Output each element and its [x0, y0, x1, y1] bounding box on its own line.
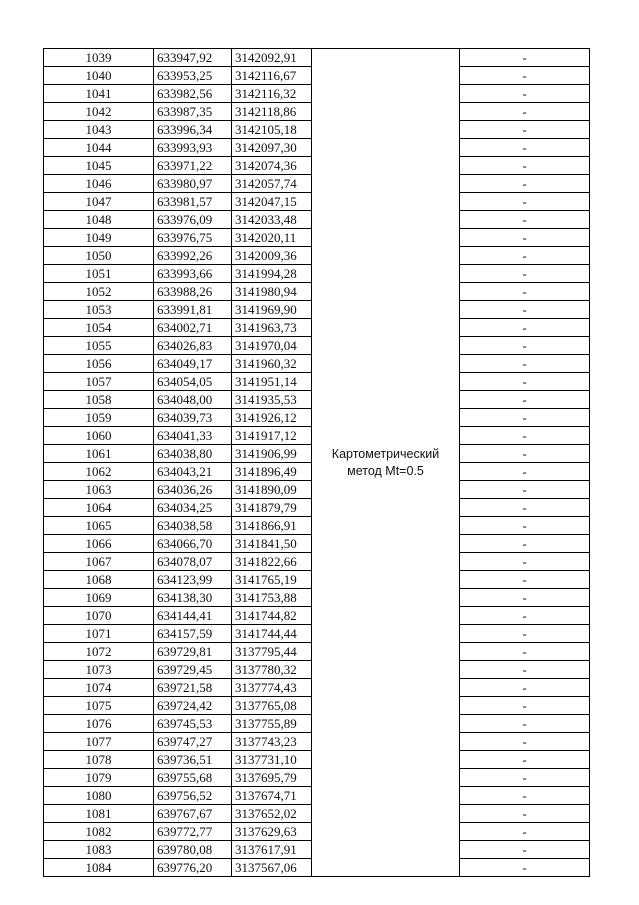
note-cell: - — [460, 211, 590, 229]
point-number-cell: 1073 — [44, 661, 154, 679]
note-cell: - — [460, 481, 590, 499]
y-coordinate-cell: 3137780,32 — [232, 661, 312, 679]
y-coordinate-cell: 3142074,36 — [232, 157, 312, 175]
note-cell: - — [460, 355, 590, 373]
y-coordinate-cell: 3141917,12 — [232, 427, 312, 445]
x-coordinate-cell: 633982,56 — [154, 85, 232, 103]
point-number-cell: 1080 — [44, 787, 154, 805]
y-coordinate-cell: 3137652,02 — [232, 805, 312, 823]
point-number-cell: 1074 — [44, 679, 154, 697]
y-coordinate-cell: 3137765,08 — [232, 697, 312, 715]
x-coordinate-cell: 634054,05 — [154, 373, 232, 391]
point-number-cell: 1076 — [44, 715, 154, 733]
coordinates-table — [43, 48, 590, 877]
y-coordinate-cell: 3141890,09 — [232, 481, 312, 499]
point-number-cell: 1066 — [44, 535, 154, 553]
note-cell: - — [460, 121, 590, 139]
note-cell: - — [460, 535, 590, 553]
note-cell: - — [460, 607, 590, 625]
x-coordinate-cell: 633992,26 — [154, 247, 232, 265]
point-number-cell: 1046 — [44, 175, 154, 193]
y-coordinate-cell: 3137617,91 — [232, 841, 312, 859]
y-coordinate-cell: 3142116,67 — [232, 67, 312, 85]
table-body — [44, 49, 590, 877]
point-number-cell: 1043 — [44, 121, 154, 139]
point-number-cell: 1070 — [44, 607, 154, 625]
y-coordinate-cell: 3142116,32 — [232, 85, 312, 103]
note-cell: - — [460, 823, 590, 841]
point-number-cell: 1039 — [44, 49, 154, 67]
note-cell: - — [460, 733, 590, 751]
y-coordinate-cell: 3137795,44 — [232, 643, 312, 661]
note-cell: - — [460, 661, 590, 679]
x-coordinate-cell: 639755,68 — [154, 769, 232, 787]
y-coordinate-cell: 3141951,14 — [232, 373, 312, 391]
x-coordinate-cell: 634038,80 — [154, 445, 232, 463]
y-coordinate-cell: 3142092,91 — [232, 49, 312, 67]
point-number-cell: 1050 — [44, 247, 154, 265]
note-cell: - — [460, 283, 590, 301]
note-cell: - — [460, 265, 590, 283]
note-cell: - — [460, 571, 590, 589]
point-number-cell: 1082 — [44, 823, 154, 841]
x-coordinate-cell: 639721,58 — [154, 679, 232, 697]
point-number-cell: 1056 — [44, 355, 154, 373]
point-number-cell: 1083 — [44, 841, 154, 859]
x-coordinate-cell: 634036,26 — [154, 481, 232, 499]
x-coordinate-cell: 634078,07 — [154, 553, 232, 571]
point-number-cell: 1041 — [44, 85, 154, 103]
point-number-cell: 1064 — [44, 499, 154, 517]
x-coordinate-cell: 639780,08 — [154, 841, 232, 859]
note-cell: - — [460, 49, 590, 67]
note-cell: - — [460, 409, 590, 427]
x-coordinate-cell: 633980,97 — [154, 175, 232, 193]
y-coordinate-cell: 3142033,48 — [232, 211, 312, 229]
note-cell: - — [460, 319, 590, 337]
note-cell: - — [460, 67, 590, 85]
x-coordinate-cell: 633947,92 — [154, 49, 232, 67]
x-coordinate-cell: 639745,53 — [154, 715, 232, 733]
y-coordinate-cell: 3142009,36 — [232, 247, 312, 265]
y-coordinate-cell: 3141841,50 — [232, 535, 312, 553]
point-number-cell: 1060 — [44, 427, 154, 445]
x-coordinate-cell: 634038,58 — [154, 517, 232, 535]
note-cell: - — [460, 679, 590, 697]
y-coordinate-cell: 3142097,30 — [232, 139, 312, 157]
x-coordinate-cell: 634049,17 — [154, 355, 232, 373]
x-coordinate-cell: 634039,73 — [154, 409, 232, 427]
x-coordinate-cell: 634034,25 — [154, 499, 232, 517]
note-cell: - — [460, 337, 590, 355]
note-cell: - — [460, 373, 590, 391]
point-number-cell: 1061 — [44, 445, 154, 463]
note-cell: - — [460, 391, 590, 409]
note-cell: - — [460, 103, 590, 121]
x-coordinate-cell: 633996,34 — [154, 121, 232, 139]
method-cell: Картометрический метод Mt=0.5 — [312, 49, 460, 877]
y-coordinate-cell: 3141866,91 — [232, 517, 312, 535]
point-number-cell: 1081 — [44, 805, 154, 823]
note-cell: - — [460, 301, 590, 319]
note-cell: - — [460, 643, 590, 661]
x-coordinate-cell: 633993,66 — [154, 265, 232, 283]
point-number-cell: 1047 — [44, 193, 154, 211]
note-cell: - — [460, 175, 590, 193]
y-coordinate-cell: 3142118,86 — [232, 103, 312, 121]
point-number-cell: 1054 — [44, 319, 154, 337]
point-number-cell: 1071 — [44, 625, 154, 643]
note-cell: - — [460, 553, 590, 571]
x-coordinate-cell: 634123,99 — [154, 571, 232, 589]
note-cell: - — [460, 157, 590, 175]
point-number-cell: 1055 — [44, 337, 154, 355]
note-cell: - — [460, 193, 590, 211]
y-coordinate-cell: 3137755,89 — [232, 715, 312, 733]
y-coordinate-cell: 3141879,79 — [232, 499, 312, 517]
point-number-cell: 1057 — [44, 373, 154, 391]
x-coordinate-cell: 633988,26 — [154, 283, 232, 301]
point-number-cell: 1044 — [44, 139, 154, 157]
y-coordinate-cell: 3141960,32 — [232, 355, 312, 373]
y-coordinate-cell: 3141744,82 — [232, 607, 312, 625]
x-coordinate-cell: 639729,45 — [154, 661, 232, 679]
y-coordinate-cell: 3137774,43 — [232, 679, 312, 697]
note-cell: - — [460, 247, 590, 265]
y-coordinate-cell: 3141963,73 — [232, 319, 312, 337]
note-cell: - — [460, 229, 590, 247]
x-coordinate-cell: 639729,81 — [154, 643, 232, 661]
y-coordinate-cell: 3142047,15 — [232, 193, 312, 211]
x-coordinate-cell: 634138,30 — [154, 589, 232, 607]
point-number-cell: 1051 — [44, 265, 154, 283]
point-number-cell: 1067 — [44, 553, 154, 571]
y-coordinate-cell: 3142020,11 — [232, 229, 312, 247]
point-number-cell: 1069 — [44, 589, 154, 607]
y-coordinate-cell: 3141935,53 — [232, 391, 312, 409]
y-coordinate-cell: 3137695,79 — [232, 769, 312, 787]
y-coordinate-cell: 3141906,99 — [232, 445, 312, 463]
note-cell: - — [460, 697, 590, 715]
y-coordinate-cell: 3141896,49 — [232, 463, 312, 481]
y-coordinate-cell: 3141980,94 — [232, 283, 312, 301]
point-number-cell: 1068 — [44, 571, 154, 589]
x-coordinate-cell: 634026,83 — [154, 337, 232, 355]
point-number-cell: 1072 — [44, 643, 154, 661]
x-coordinate-cell: 639724,42 — [154, 697, 232, 715]
point-number-cell: 1053 — [44, 301, 154, 319]
point-number-cell: 1059 — [44, 409, 154, 427]
y-coordinate-cell: 3141765,19 — [232, 571, 312, 589]
point-number-cell: 1079 — [44, 769, 154, 787]
y-coordinate-cell: 3142105,18 — [232, 121, 312, 139]
point-number-cell: 1040 — [44, 67, 154, 85]
x-coordinate-cell: 634043,21 — [154, 463, 232, 481]
point-number-cell: 1065 — [44, 517, 154, 535]
note-cell: - — [460, 517, 590, 535]
y-coordinate-cell: 3137567,06 — [232, 859, 312, 877]
note-cell: - — [460, 499, 590, 517]
point-number-cell: 1052 — [44, 283, 154, 301]
point-number-cell: 1048 — [44, 211, 154, 229]
x-coordinate-cell: 634157,59 — [154, 625, 232, 643]
note-cell: - — [460, 805, 590, 823]
point-number-cell: 1062 — [44, 463, 154, 481]
note-cell: - — [460, 427, 590, 445]
x-coordinate-cell: 633953,25 — [154, 67, 232, 85]
point-number-cell: 1049 — [44, 229, 154, 247]
y-coordinate-cell: 3137629,63 — [232, 823, 312, 841]
note-cell: - — [460, 589, 590, 607]
y-coordinate-cell: 3141753,88 — [232, 589, 312, 607]
x-coordinate-cell: 639756,52 — [154, 787, 232, 805]
note-cell: - — [460, 715, 590, 733]
note-cell: - — [460, 859, 590, 877]
y-coordinate-cell: 3142057,74 — [232, 175, 312, 193]
x-coordinate-cell: 639767,67 — [154, 805, 232, 823]
x-coordinate-cell: 639776,20 — [154, 859, 232, 877]
point-number-cell: 1077 — [44, 733, 154, 751]
point-number-cell: 1084 — [44, 859, 154, 877]
y-coordinate-cell: 3141822,66 — [232, 553, 312, 571]
point-number-cell: 1063 — [44, 481, 154, 499]
x-coordinate-cell: 633993,93 — [154, 139, 232, 157]
x-coordinate-cell: 639736,51 — [154, 751, 232, 769]
x-coordinate-cell: 633976,09 — [154, 211, 232, 229]
point-number-cell: 1075 — [44, 697, 154, 715]
note-cell: - — [460, 751, 590, 769]
y-coordinate-cell: 3141994,28 — [232, 265, 312, 283]
x-coordinate-cell: 633991,81 — [154, 301, 232, 319]
table-row — [44, 49, 590, 67]
y-coordinate-cell: 3141970,04 — [232, 337, 312, 355]
point-number-cell: 1058 — [44, 391, 154, 409]
note-cell: - — [460, 85, 590, 103]
note-cell: - — [460, 445, 590, 463]
y-coordinate-cell: 3137674,71 — [232, 787, 312, 805]
x-coordinate-cell: 634066,70 — [154, 535, 232, 553]
x-coordinate-cell: 634002,71 — [154, 319, 232, 337]
x-coordinate-cell: 639747,27 — [154, 733, 232, 751]
x-coordinate-cell: 633976,75 — [154, 229, 232, 247]
x-coordinate-cell: 633987,35 — [154, 103, 232, 121]
x-coordinate-cell: 634048,00 — [154, 391, 232, 409]
x-coordinate-cell: 633971,22 — [154, 157, 232, 175]
y-coordinate-cell: 3137743,23 — [232, 733, 312, 751]
x-coordinate-cell: 634144,41 — [154, 607, 232, 625]
note-cell: - — [460, 769, 590, 787]
y-coordinate-cell: 3137731,10 — [232, 751, 312, 769]
x-coordinate-cell: 634041,33 — [154, 427, 232, 445]
note-cell: - — [460, 625, 590, 643]
x-coordinate-cell: 639772,77 — [154, 823, 232, 841]
note-cell: - — [460, 787, 590, 805]
point-number-cell: 1042 — [44, 103, 154, 121]
y-coordinate-cell: 3141926,12 — [232, 409, 312, 427]
x-coordinate-cell: 633981,57 — [154, 193, 232, 211]
note-cell: - — [460, 841, 590, 859]
point-number-cell: 1045 — [44, 157, 154, 175]
note-cell: - — [460, 463, 590, 481]
y-coordinate-cell: 3141969,90 — [232, 301, 312, 319]
note-cell: - — [460, 139, 590, 157]
y-coordinate-cell: 3141744,44 — [232, 625, 312, 643]
point-number-cell: 1078 — [44, 751, 154, 769]
